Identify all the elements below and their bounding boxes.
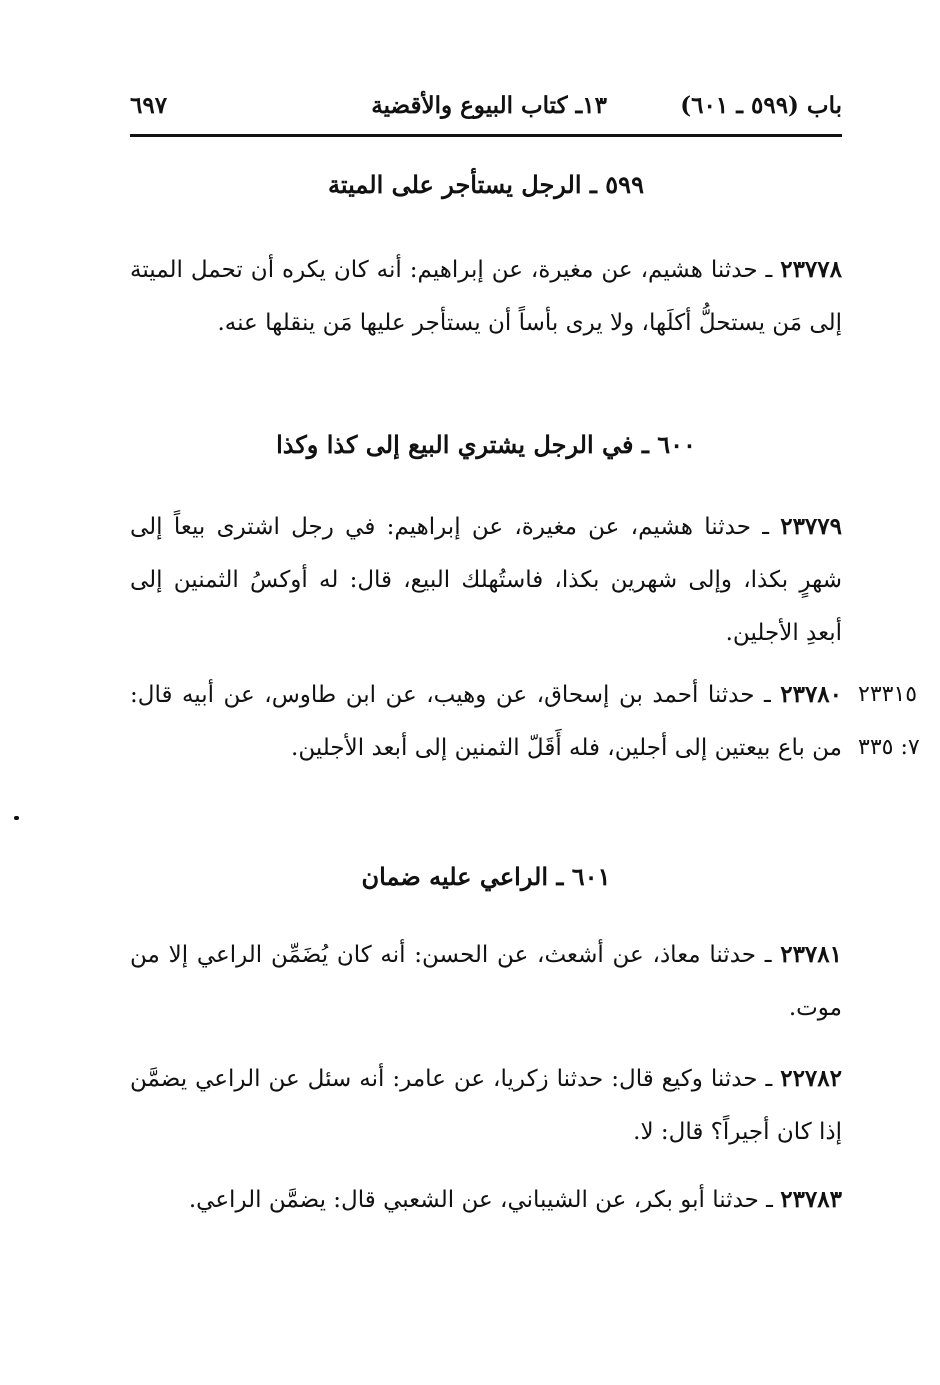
hadith-text: ـ حدثنا هشيم، عن مغيرة، عن إبراهيم: في رجل اشترى بيعاً إلى شهرٍ بكذا، وإلى شهرين بكذا، فاستُهلك البيع، قال: له أوكسُ الثمنين إلى أبعدِ الأجلين. (130, 514, 842, 646)
hadith-number: ٢٣٧٧٨ (780, 256, 842, 283)
hadith-text: ـ حدثنا أحمد بن إسحاق، عن وهيب، عن ابن طاوس، عن أبيه قال: من باع بيعتين إلى أجلين، فله أَقَلّ الثمنين إلى أبعد الأجلين. (130, 682, 842, 761)
hadith-number: ٢٣٧٨١ (780, 941, 842, 968)
hadith-text: ـ حدثنا هشيم، عن مغيرة، عن إبراهيم: أنه كان يكره أن تحمل الميتة إلى مَن يستحلُّ أكلَها، ولا يرى بأساً أن يستأجر عليها مَن ينقلها عنه. (130, 257, 842, 336)
section-title: ٦٠٠ ـ في الرجل يشتري البيع إلى كذا وكذا (276, 430, 696, 459)
hadith-paragraph (130, 243, 842, 350)
hadith-number: ٢٣٧٧٩ (780, 513, 842, 540)
print-speck (14, 816, 19, 820)
hadith-text: ـ حدثنا أبو بكر، عن الشيباني، عن الشعبي قال: يضمَّن الراعي. (188, 1187, 781, 1213)
page-number: ٦٩٧ (130, 92, 168, 119)
running-header (130, 86, 842, 126)
book-title: ١٣ـ كتاب البيوع والأقضية (371, 92, 607, 119)
margin-reference: ٢٣٣١٥ (858, 682, 918, 707)
margin-reference: ٧: ٣٣٥ (858, 735, 920, 760)
header-rule (130, 134, 842, 137)
hadith-text: ـ حدثنا وكيع قال: حدثنا زكريا، عن عامر: أنه سئل عن الراعي يضمَّن إذا كان أجيراً؟ قال: لا. (130, 1066, 842, 1145)
chapter-range: باب (٥٩٩ ـ ٦٠١) (680, 92, 842, 119)
hadith-paragraph (130, 1173, 842, 1227)
hadith-number: ٢٢٧٨٢ (780, 1065, 842, 1092)
hadith-paragraph (130, 1052, 842, 1159)
hadith-paragraph (130, 668, 842, 775)
hadith-paragraph (130, 928, 842, 1035)
hadith-number: ٢٣٧٨٠ (780, 681, 843, 708)
hadith-number: ٢٣٧٨٣ (780, 1186, 842, 1213)
hadith-text: ـ حدثنا معاذ، عن أشعث، عن الحسن: أنه كان يُضَمِّن الراعي إلا من موت. (130, 942, 842, 1021)
section-title: ٦٠١ ـ الراعي عليه ضمان (361, 862, 611, 891)
hadith-paragraph (130, 500, 842, 660)
section-title: ٥٩٩ ـ الرجل يستأجر على الميتة (328, 170, 644, 199)
